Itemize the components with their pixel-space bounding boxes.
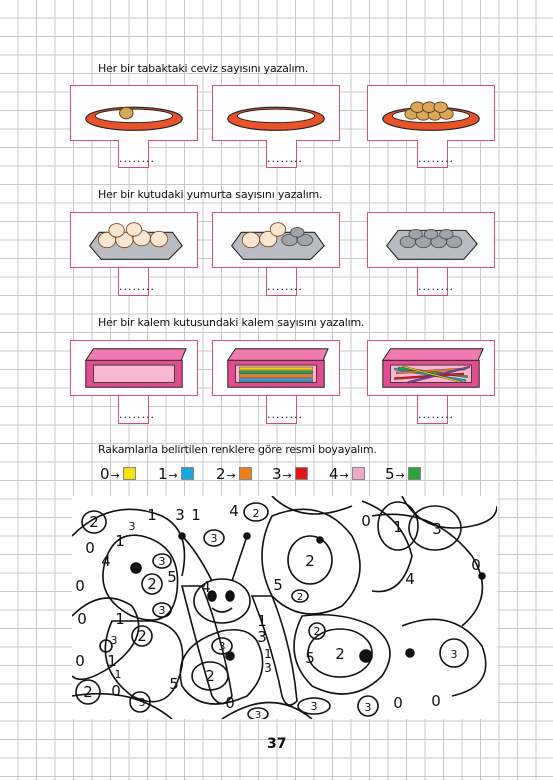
svg-text:4: 4 <box>229 502 239 520</box>
svg-text:3: 3 <box>310 700 318 713</box>
egg-carton-box-2 <box>212 212 340 268</box>
svg-text:1: 1 <box>114 668 122 681</box>
legend-item-3 <box>272 465 308 483</box>
svg-text:3: 3 <box>128 520 136 533</box>
svg-text:5: 5 <box>167 568 177 586</box>
legend-item-5 <box>385 465 421 483</box>
answer-blank: ........ <box>119 280 155 293</box>
svg-text:1: 1 <box>115 610 125 628</box>
svg-text:3: 3 <box>175 506 185 524</box>
svg-text:3: 3 <box>364 701 372 714</box>
answer-slot-pencils-1[interactable] <box>118 396 155 424</box>
answer-slot-plate-3[interactable] <box>417 140 454 168</box>
svg-text:3: 3 <box>158 555 166 568</box>
svg-text:3: 3 <box>432 520 442 538</box>
egg-instruction: Her bir kutudaki yumurta sayısını yazalım. <box>98 188 323 201</box>
page-number: 37 <box>267 736 287 752</box>
legend-arrow: → <box>226 469 236 482</box>
svg-text:3: 3 <box>158 604 166 617</box>
svg-text:3: 3 <box>450 648 458 661</box>
plate-illustration <box>368 86 494 140</box>
plate-illustration <box>213 86 339 140</box>
svg-text:5: 5 <box>273 576 283 594</box>
swatch-2 <box>239 467 252 480</box>
svg-text:1: 1 <box>107 652 117 670</box>
egg-carton-illustration <box>213 213 339 267</box>
answer-slot-pencils-2[interactable] <box>266 396 303 424</box>
pencil-case-illustration <box>71 341 197 395</box>
svg-text:2: 2 <box>335 645 345 663</box>
plate-box-1 <box>70 85 198 141</box>
svg-text:3: 3 <box>254 710 262 719</box>
svg-text:4: 4 <box>201 578 211 596</box>
svg-text:0: 0 <box>471 556 481 574</box>
svg-text:2: 2 <box>83 683 93 701</box>
coloring-picture[interactable] <box>72 496 497 719</box>
svg-text:2: 2 <box>137 627 147 645</box>
swatch-4 <box>352 467 365 480</box>
coloring-instruction: Rakamlarla belirtilen renklere göre resmi boyayalım. <box>98 443 377 456</box>
svg-text:0: 0 <box>111 682 121 700</box>
svg-text:3: 3 <box>110 634 118 647</box>
svg-text:2: 2 <box>147 575 157 593</box>
legend-arrow: → <box>282 469 292 482</box>
pencil-instruction: Her bir kalem kutusundaki kalem sayısını yazalım. <box>98 316 365 329</box>
legend-arrow: → <box>395 469 405 482</box>
swatch-5 <box>408 467 421 480</box>
svg-text:0: 0 <box>225 694 235 712</box>
egg-carton-box-3 <box>367 212 495 268</box>
svg-text:1: 1 <box>191 506 201 524</box>
svg-text:5: 5 <box>169 675 179 693</box>
svg-text:2: 2 <box>89 513 99 531</box>
svg-text:2: 2 <box>296 592 304 603</box>
legend-item-1 <box>158 465 194 483</box>
answer-slot-pencils-3[interactable] <box>417 396 454 424</box>
legend-digit: 5 <box>385 465 395 483</box>
answer-slot-eggs-2[interactable] <box>266 268 303 296</box>
walnut-instruction: Her bir tabaktaki ceviz sayısını yazalım. <box>98 62 309 75</box>
svg-text:3: 3 <box>138 696 146 709</box>
answer-blank: ........ <box>119 152 155 165</box>
legend-digit: 0 <box>100 465 110 483</box>
svg-text:0: 0 <box>361 512 371 530</box>
answer-blank: ........ <box>119 408 155 421</box>
svg-text:0: 0 <box>431 692 441 710</box>
swatch-0 <box>123 467 136 480</box>
svg-text:3: 3 <box>218 640 226 653</box>
svg-text:2: 2 <box>205 667 215 685</box>
svg-text:1: 1 <box>257 612 267 630</box>
egg-carton-illustration <box>368 213 494 267</box>
svg-text:0: 0 <box>393 694 403 712</box>
svg-text:2: 2 <box>305 552 315 570</box>
legend-digit: 3 <box>272 465 282 483</box>
svg-text:5: 5 <box>305 649 315 667</box>
svg-text:0: 0 <box>77 610 87 628</box>
svg-text:0: 0 <box>75 577 85 595</box>
legend-arrow: → <box>168 469 178 482</box>
answer-slot-plate-2[interactable] <box>266 140 303 168</box>
svg-text:2: 2 <box>313 625 321 638</box>
plate-box-3 <box>367 85 495 141</box>
plate-illustration <box>71 86 197 140</box>
answer-blank: ........ <box>418 152 454 165</box>
pencil-case-illustration <box>213 341 339 395</box>
svg-text:1: 1 <box>147 506 157 524</box>
answer-blank: ........ <box>267 152 303 165</box>
swatch-1 <box>181 467 194 480</box>
answer-slot-eggs-1[interactable] <box>118 268 155 296</box>
svg-text:1: 1 <box>115 532 125 550</box>
answer-slot-eggs-3[interactable] <box>417 268 454 296</box>
legend-digit: 1 <box>158 465 168 483</box>
egg-carton-illustration <box>71 213 197 267</box>
swatch-3 <box>295 467 308 480</box>
pencil-case-box-1 <box>70 340 198 396</box>
pencil-case-illustration <box>368 341 494 395</box>
pencil-case-box-2 <box>212 340 340 396</box>
svg-text:3: 3 <box>210 532 218 545</box>
svg-text:2: 2 <box>252 507 260 520</box>
svg-text:3: 3 <box>257 628 267 646</box>
legend-digit: 4 <box>329 465 339 483</box>
legend-item-4 <box>329 465 365 483</box>
pencil-case-box-3 <box>367 340 495 396</box>
svg-text:0: 0 <box>85 539 95 557</box>
answer-blank: ........ <box>267 280 303 293</box>
svg-text:0: 0 <box>75 652 85 670</box>
answer-slot-plate-1[interactable] <box>118 140 155 168</box>
legend-arrow: → <box>110 469 120 482</box>
egg-carton-box-1 <box>70 212 198 268</box>
svg-text:4: 4 <box>101 552 111 570</box>
svg-text:1: 1 <box>264 647 272 661</box>
legend-item-0 <box>100 465 136 483</box>
plate-box-2 <box>212 85 340 141</box>
legend-arrow: → <box>339 469 349 482</box>
answer-blank: ........ <box>267 408 303 421</box>
legend-item-2 <box>216 465 252 483</box>
svg-text:1: 1 <box>393 518 403 536</box>
svg-text:4: 4 <box>405 570 415 588</box>
butterfly-coloring-illustration <box>72 496 497 719</box>
legend-digit: 2 <box>216 465 226 483</box>
svg-text:3: 3 <box>264 661 272 675</box>
answer-blank: ........ <box>418 280 454 293</box>
answer-blank: ........ <box>418 408 454 421</box>
